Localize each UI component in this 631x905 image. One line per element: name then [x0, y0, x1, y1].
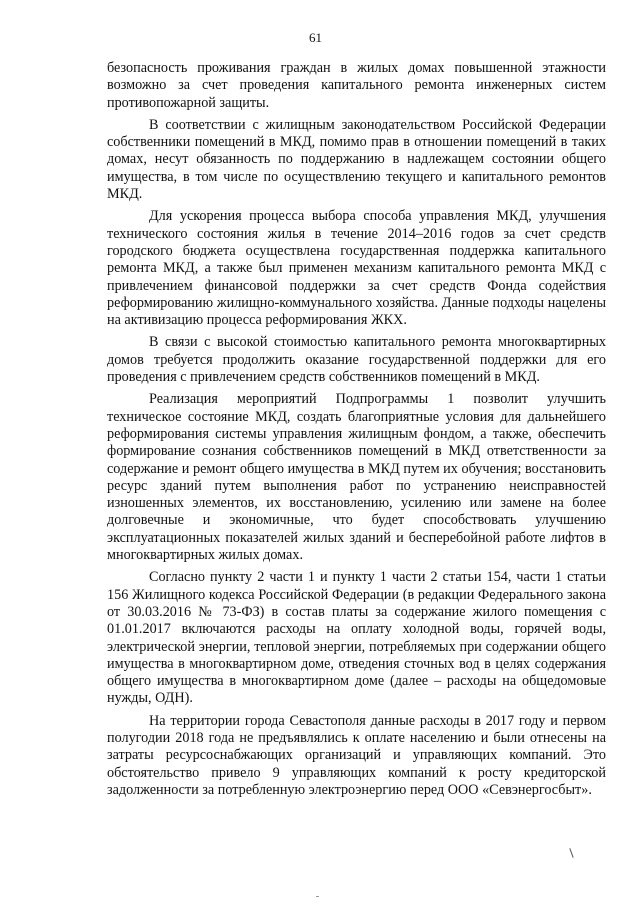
- scan-artifact-mark: [569, 848, 573, 858]
- page-number: 61: [309, 30, 322, 45]
- paragraph-4: В связи с высокой стоимостью капитального ремонта многоквартирных домов требуется продолжить оказание государственной поддержки для его проведения с привлечением средств собственников помещений в МКД.: [107, 334, 606, 386]
- paragraph-6: Согласно пункту 2 части 1 и пункту 1 части 2 статьи 154, части 1 статьи 156 Жилищного кодекса Российской Федерации (в редакции Федерального закона от 30.03.2016 № 73-ФЗ) в состав платы за содержание жилого помещения с 01.01.2017 включаются расходы на оплату холодной воды, горячей воды, электрической энергии, тепловой энергии, потребляемых при содержании общего имущества в многоквартирном доме, отведения сточных вод в целях содержания общего имущества в многоквартирном доме (далее – расходы на общедомовые нужды, ОДН).: [107, 569, 606, 707]
- paragraph-3: Для ускорения процесса выбора способа управления МКД, улучшения технического состояния жилья в течение 2014–2016 годов за счет средств городского бюджета осуществлена государственная поддержка капитального ремонта МКД, а также был применен механизм капитального ремонта МКД с привлечением финансовой поддержки за счет средств Фонда содействия реформированию жилищно-коммунального хозяйства. Данные подходы нацелены на активизацию процесса реформирования ЖКХ.: [107, 208, 606, 329]
- document-body: [107, 60, 606, 804]
- paragraph-5: Реализация мероприятий Подпрограммы 1 позволит улучшить техническое состояние МКД, создать благоприятные условия для дальнейшего реформирования системы управления жилищным фондом, а также, обеспечить формирование сознания собственников помещений в МКД ответственности за содержание и ремонт общего имущества в МКД путем их обучения; восстановить ресурс зданий путем выполнения работ по устранению неисправностей изношенных элементов, их восстановлению, усилению или замене на более долговечные и экономичные, что будет способствовать улучшению эксплуатационных показателей жилых зданий и бесперебойной работе лифтов в многоквартирных жилых домах.: [107, 391, 606, 564]
- paragraph-7: На территории города Севастополя данные расходы в 2017 году и первом полугодии 2018 года не предъявлялись к оплате населению и были отнесены на затраты ресурсоснабжающих организаций и управляющих компаний. Это обстоятельство привело 9 управляющих компаний к росту кредиторской задолженности за потребленную электроэнергию перед ООО «Севэнергосбыт».: [107, 712, 606, 798]
- paragraph-2: В соответствии с жилищным законодательством Российской Федерации собственники помещений в МКД, помимо прав в отношении помещений в таких домах, несут обязанность по поддержанию в надлежащем состоянии общего имущества, в том числе по осуществлению текущего и капитального ремонтов МКД.: [107, 116, 606, 203]
- scan-artifact-dot: [316, 896, 319, 897]
- paragraph-1: безопасность проживания граждан в жилых домах повышенной этажности возможно за счет проведения капитального ремонта инженерных систем противопожарной защиты.: [107, 60, 606, 111]
